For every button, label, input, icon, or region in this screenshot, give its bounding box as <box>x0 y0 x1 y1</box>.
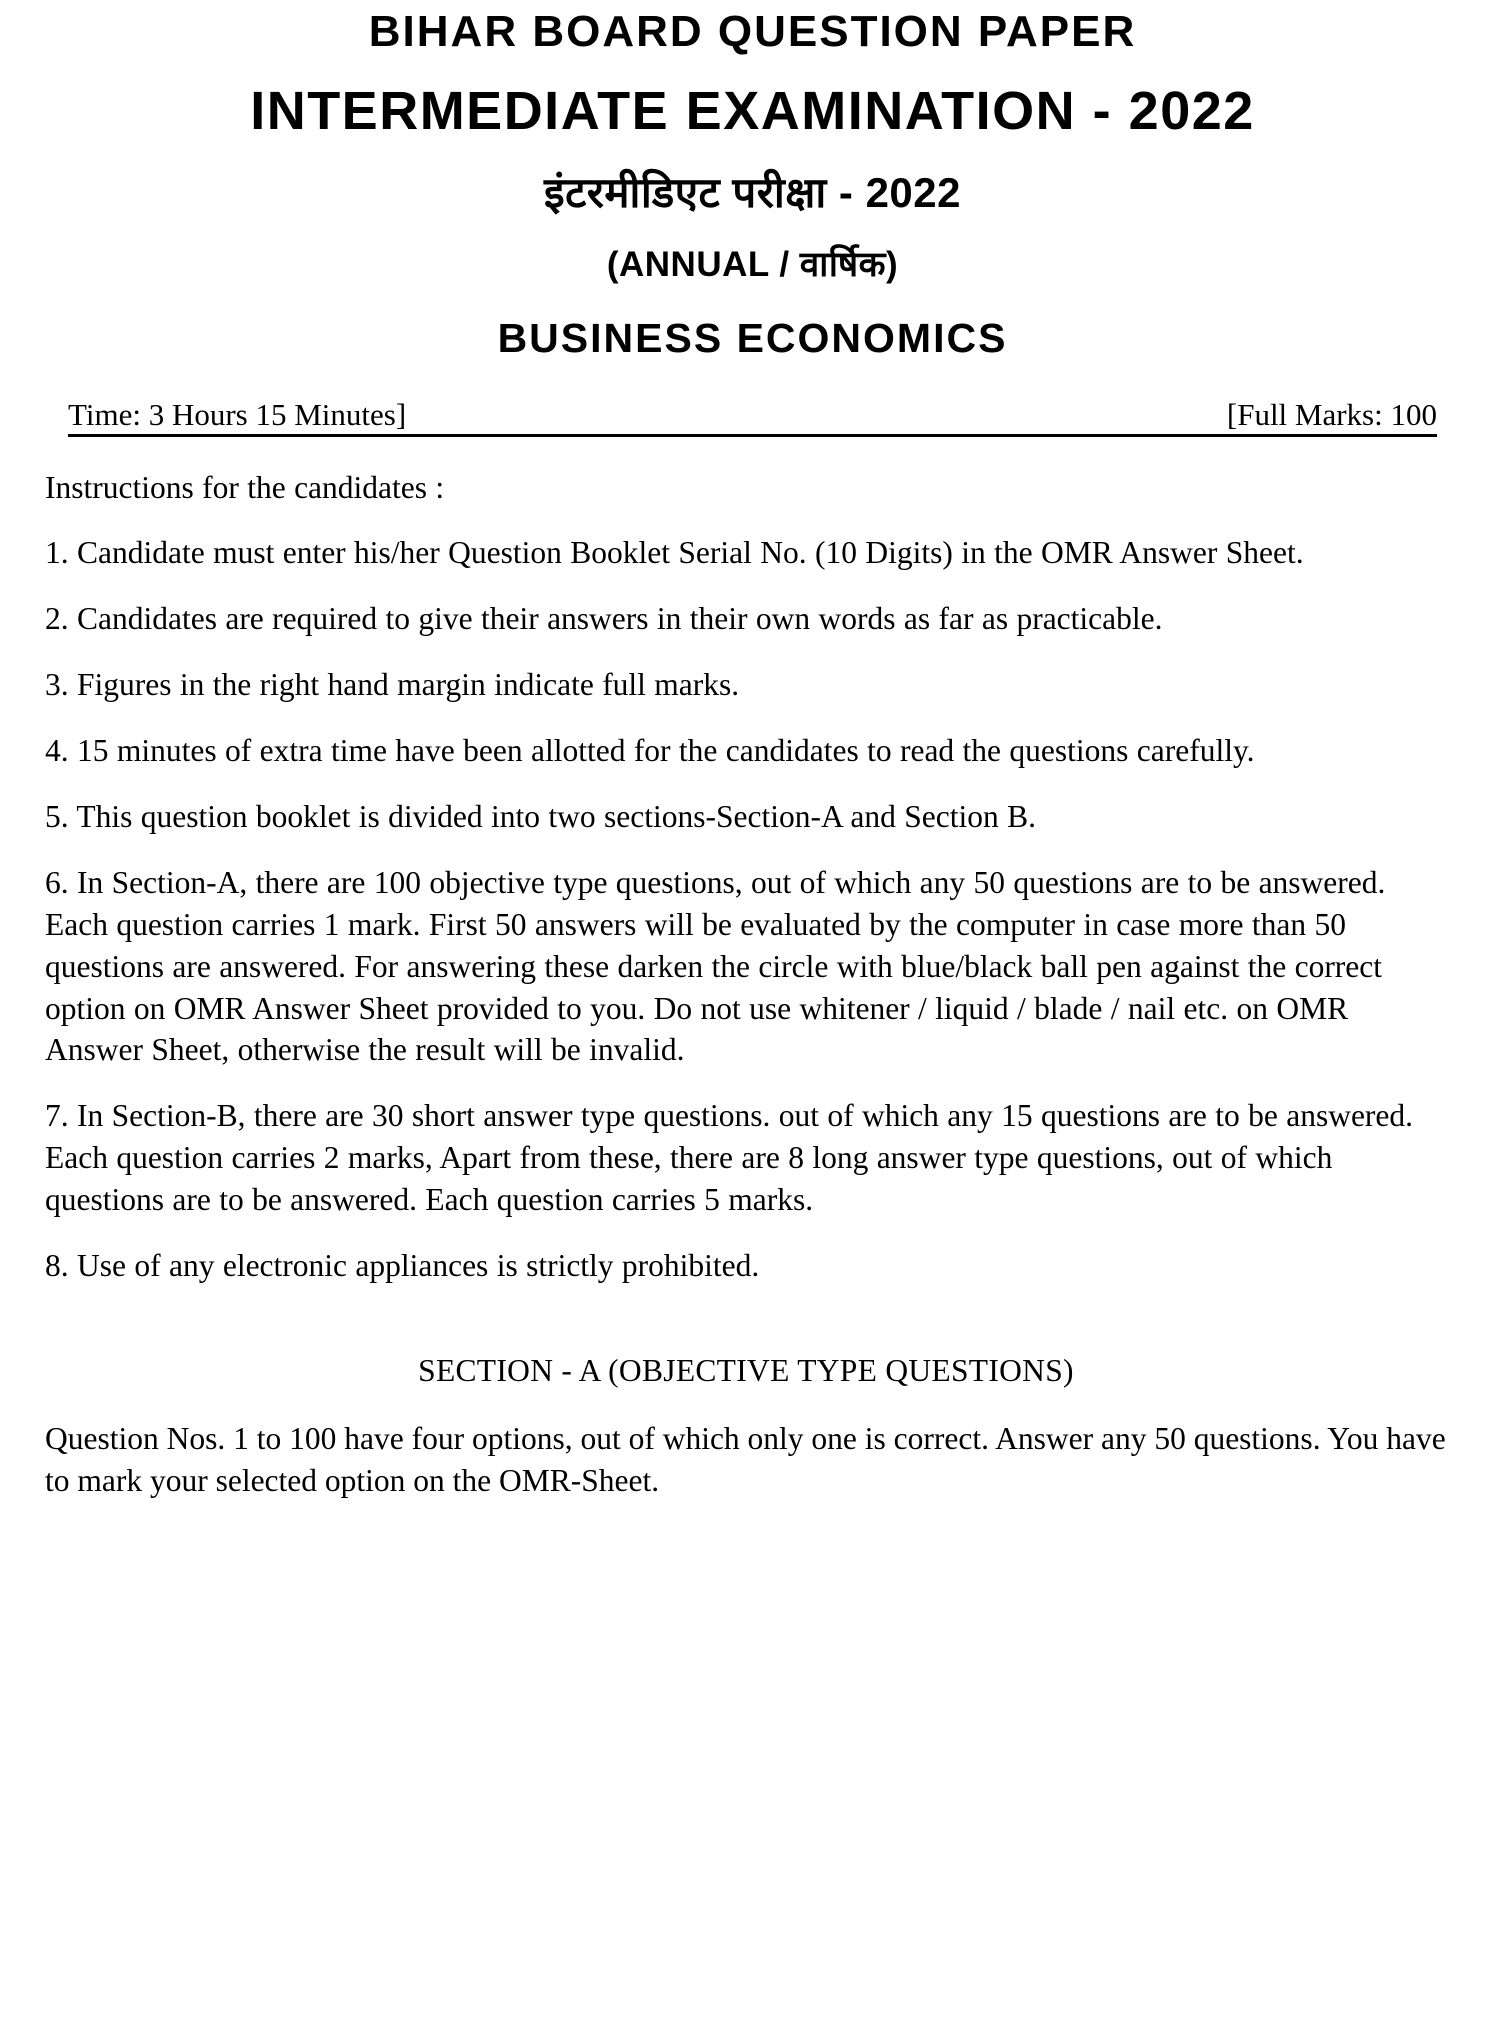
section-a-note: Question Nos. 1 to 100 have four options, out of which only one is correct. Answer any 50 questions. You have to mark your selected option on the OMR-Sheet. <box>45 1420 1446 1498</box>
time-allowed: Time: 3 Hours 15 Minutes] <box>68 397 407 433</box>
exam-meta-strip <box>68 386 1437 437</box>
masthead <box>0 0 1505 362</box>
instructions-block <box>45 437 1447 1502</box>
exam-title-english: INTERMEDIATE EXAMINATION - 2022 <box>250 81 1255 142</box>
instruction-item-7: 7. In Section-B, there are 30 short answer type questions. out of which any 15 questions are to be answered. Each question carries 2 marks, Apart from these, there are 8 long answer type questions, out of which questions are to be answered. Each question carries 5 marks. <box>45 1098 1414 1218</box>
board-title: BIHAR BOARD QUESTION PAPER <box>368 7 1137 56</box>
instruction-item-6: 6. In Section-A, there are 100 objective type questions, out of which any 50 questions are to be answered. Each question carries 1 mark. First 50 answers will be evaluated by the computer in case more than 50 questions are answered. For answering these darken the circle with blue/black ball pen against the correct option on OMR Answer Sheet provided to you. Do not use whitener / liquid / blade / nail etc. on OMR Answer Sheet, otherwise the result will be invalid. <box>45 864 1386 1068</box>
instruction-item-5: 5. This question booklet is divided into two sections-Section-A and Section B. <box>45 799 1036 835</box>
exam-title-hindi: इंटरमीडिएट परीक्षा - 2022 <box>543 168 962 216</box>
instruction-item-2: 2. Candidates are required to give their answers in their own words as far as practicable. <box>45 601 1163 637</box>
instruction-item-8: 8. Use of any electronic appliances is strictly prohibited. <box>45 1248 760 1284</box>
exam-session-label: (ANNUAL / वार्षिक) <box>606 244 899 284</box>
instruction-item-4: 4. 15 minutes of extra time have been allotted for the candidates to read the questions carefully. <box>45 733 1255 769</box>
section-a-heading: SECTION - A (OBJECTIVE TYPE QUESTIONS) <box>418 1352 1074 1388</box>
full-marks: [Full Marks: 100 <box>1226 397 1437 433</box>
instructions-heading: Instructions for the candidates : <box>45 469 445 505</box>
instruction-item-1: 1. Candidate must enter his/her Question Booklet Serial No. (10 Digits) in the OMR Answer Sheet. <box>45 535 1304 571</box>
instruction-item-3: 3. Figures in the right hand margin indicate full marks. <box>45 667 740 703</box>
subject-title: BUSINESS ECONOMICS <box>497 315 1008 362</box>
